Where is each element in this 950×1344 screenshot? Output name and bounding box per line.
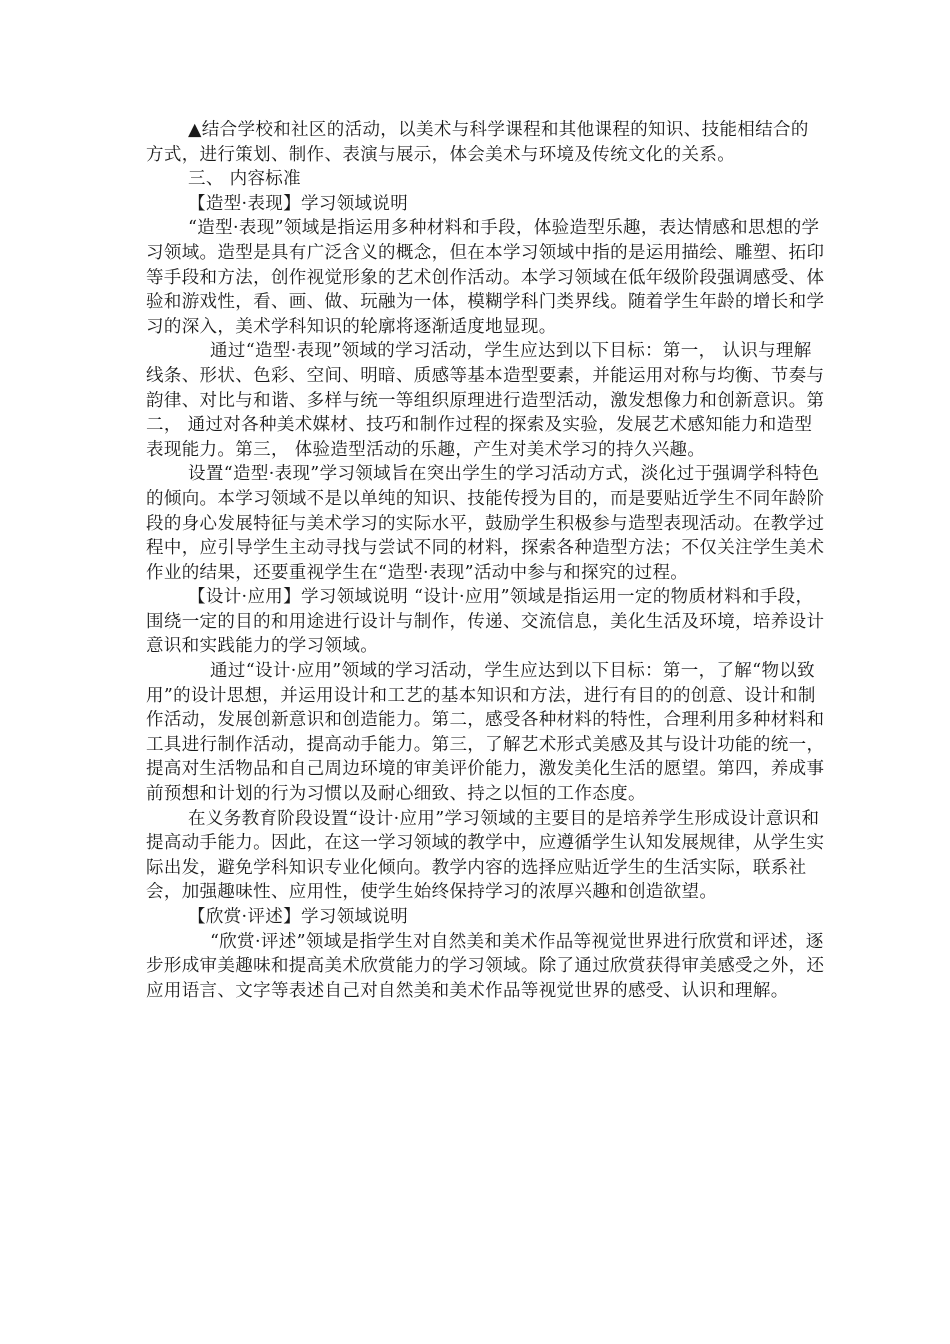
paragraph-design-purpose: 在义务教育阶段设置“设计·应用”学习领域的主要目的是培养学生形成设计意识和提高动手能力。因此，在这一学习领域的教学中，应遵循学生认知发展规律，从学生实际出发，避免学科知识专业化倾向。教学内容的选择应贴近学生的生活实际，联系社会，加强趣味性、应用性，使学生始终保持学习的浓厚兴趣和创造欲望。 [146,808,825,903]
paragraph-modeling-purpose: 设置“造型·表现”学习领域旨在突出学生的学习活动方式，淡化过于强调学科特色的倾向。本学习领域不是以单纯的知识、技能传授为目的，而是要贴近学生不同年龄阶段的身心发展特征与美术学习的实际水平，鼓励学生积极参与造型表现活动。在教学过程中，应引导学生主动寻找与尝试不同的材料，探索各种造型方法；不仅关注学生美术作业的结果，还要重视学生在“造型·表现”活动中参与和探究的过程。 [146,464,825,583]
paragraph-modeling-goals: 通过“造型·表现”领域的学习活动，学生应达到以下目标：第一， 认识与理解线条、形状、色彩、空间、明暗、质感等基本造型要素，并能运用对称与均衡、节奏与韵律、对比与和谐、多样与统一等组织原理进行造型活动，激发想像力和创新意识。第二， 通过对各种美术媒材、技巧和制作过程的探索及实验，发展艺术感知能力和造型表现能力。第三， 体验造型活动的乐趣，产生对美术学习的持久兴趣。 [146,341,825,460]
document-body [146,118,826,1003]
paragraph-design-application-definition: 【设计·应用】学习领域说明 “设计·应用”领域是指运用一定的物质材料和手段，围绕一定的目的和用途进行设计与制作，传递、交流信息，美化生活及环境，培养设计意识和实践能力的学习领域。 [146,587,825,657]
paragraph-intro-bullet: ▲结合学校和社区的活动，以美术与科学课程和其他课程的知识、技能相结合的方式，进行策划、制作、表演与展示，体会美术与环境及传统文化的关系。 [146,120,809,165]
subheading-modeling-expression: 【造型·表现】学习领域说明 [188,193,409,214]
paragraph-modeling-definition: “造型·表现”领域是指运用多种材料和手段，体验造型乐趣，表达情感和思想的学习领域。造型是具有广泛含义的概念，但在本学习领域中指的是运用描绘、雕塑、拓印等手段和方法，创作视觉形象的艺术创作活动。本学习领域在低年级阶段强调感受、体验和游戏性，看、画、做、玩融为一体，模糊学科门类界线。随着学生年龄的增长和学习的深入，美术学科知识的轮廓将逐渐适度地显现。 [146,218,825,337]
section-heading-content-standards: 三、 内容标准 [188,169,302,190]
paragraph-appreciation-definition: “欣赏·评述”领域是指学生对自然美和美术作品等视觉世界进行欣赏和评述，逐步形成审美趣味和提高美术欣赏能力的学习领域。除了通过欣赏获得审美感受之外，还应用语言、文字等表述自己对自然美和美术作品等视觉世界的感受、认识和理解。 [146,931,825,1001]
subheading-appreciation-review: 【欣赏·评述】学习领域说明 [188,907,409,927]
paragraph-design-goals: 通过“设计·应用”领域的学习活动，学生应达到以下目标：第一，了解“物以致用”的设计思想，并运用设计和工艺的基本知识和方法，进行有目的的创意、设计和制作活动，发展创新意识和创造能力。第二，感受各种材料的特性，合理利用多种材料和工具进行制作活动，提高动手能力。第三，了解艺术形式美感及其与设计功能的统一，提高对生活物品和自己周边环境的审美评价能力，激发美化生活的愿望。第四，养成事前预想和计划的行为习惯以及耐心细致、持之以恒的工作态度。 [146,661,825,805]
